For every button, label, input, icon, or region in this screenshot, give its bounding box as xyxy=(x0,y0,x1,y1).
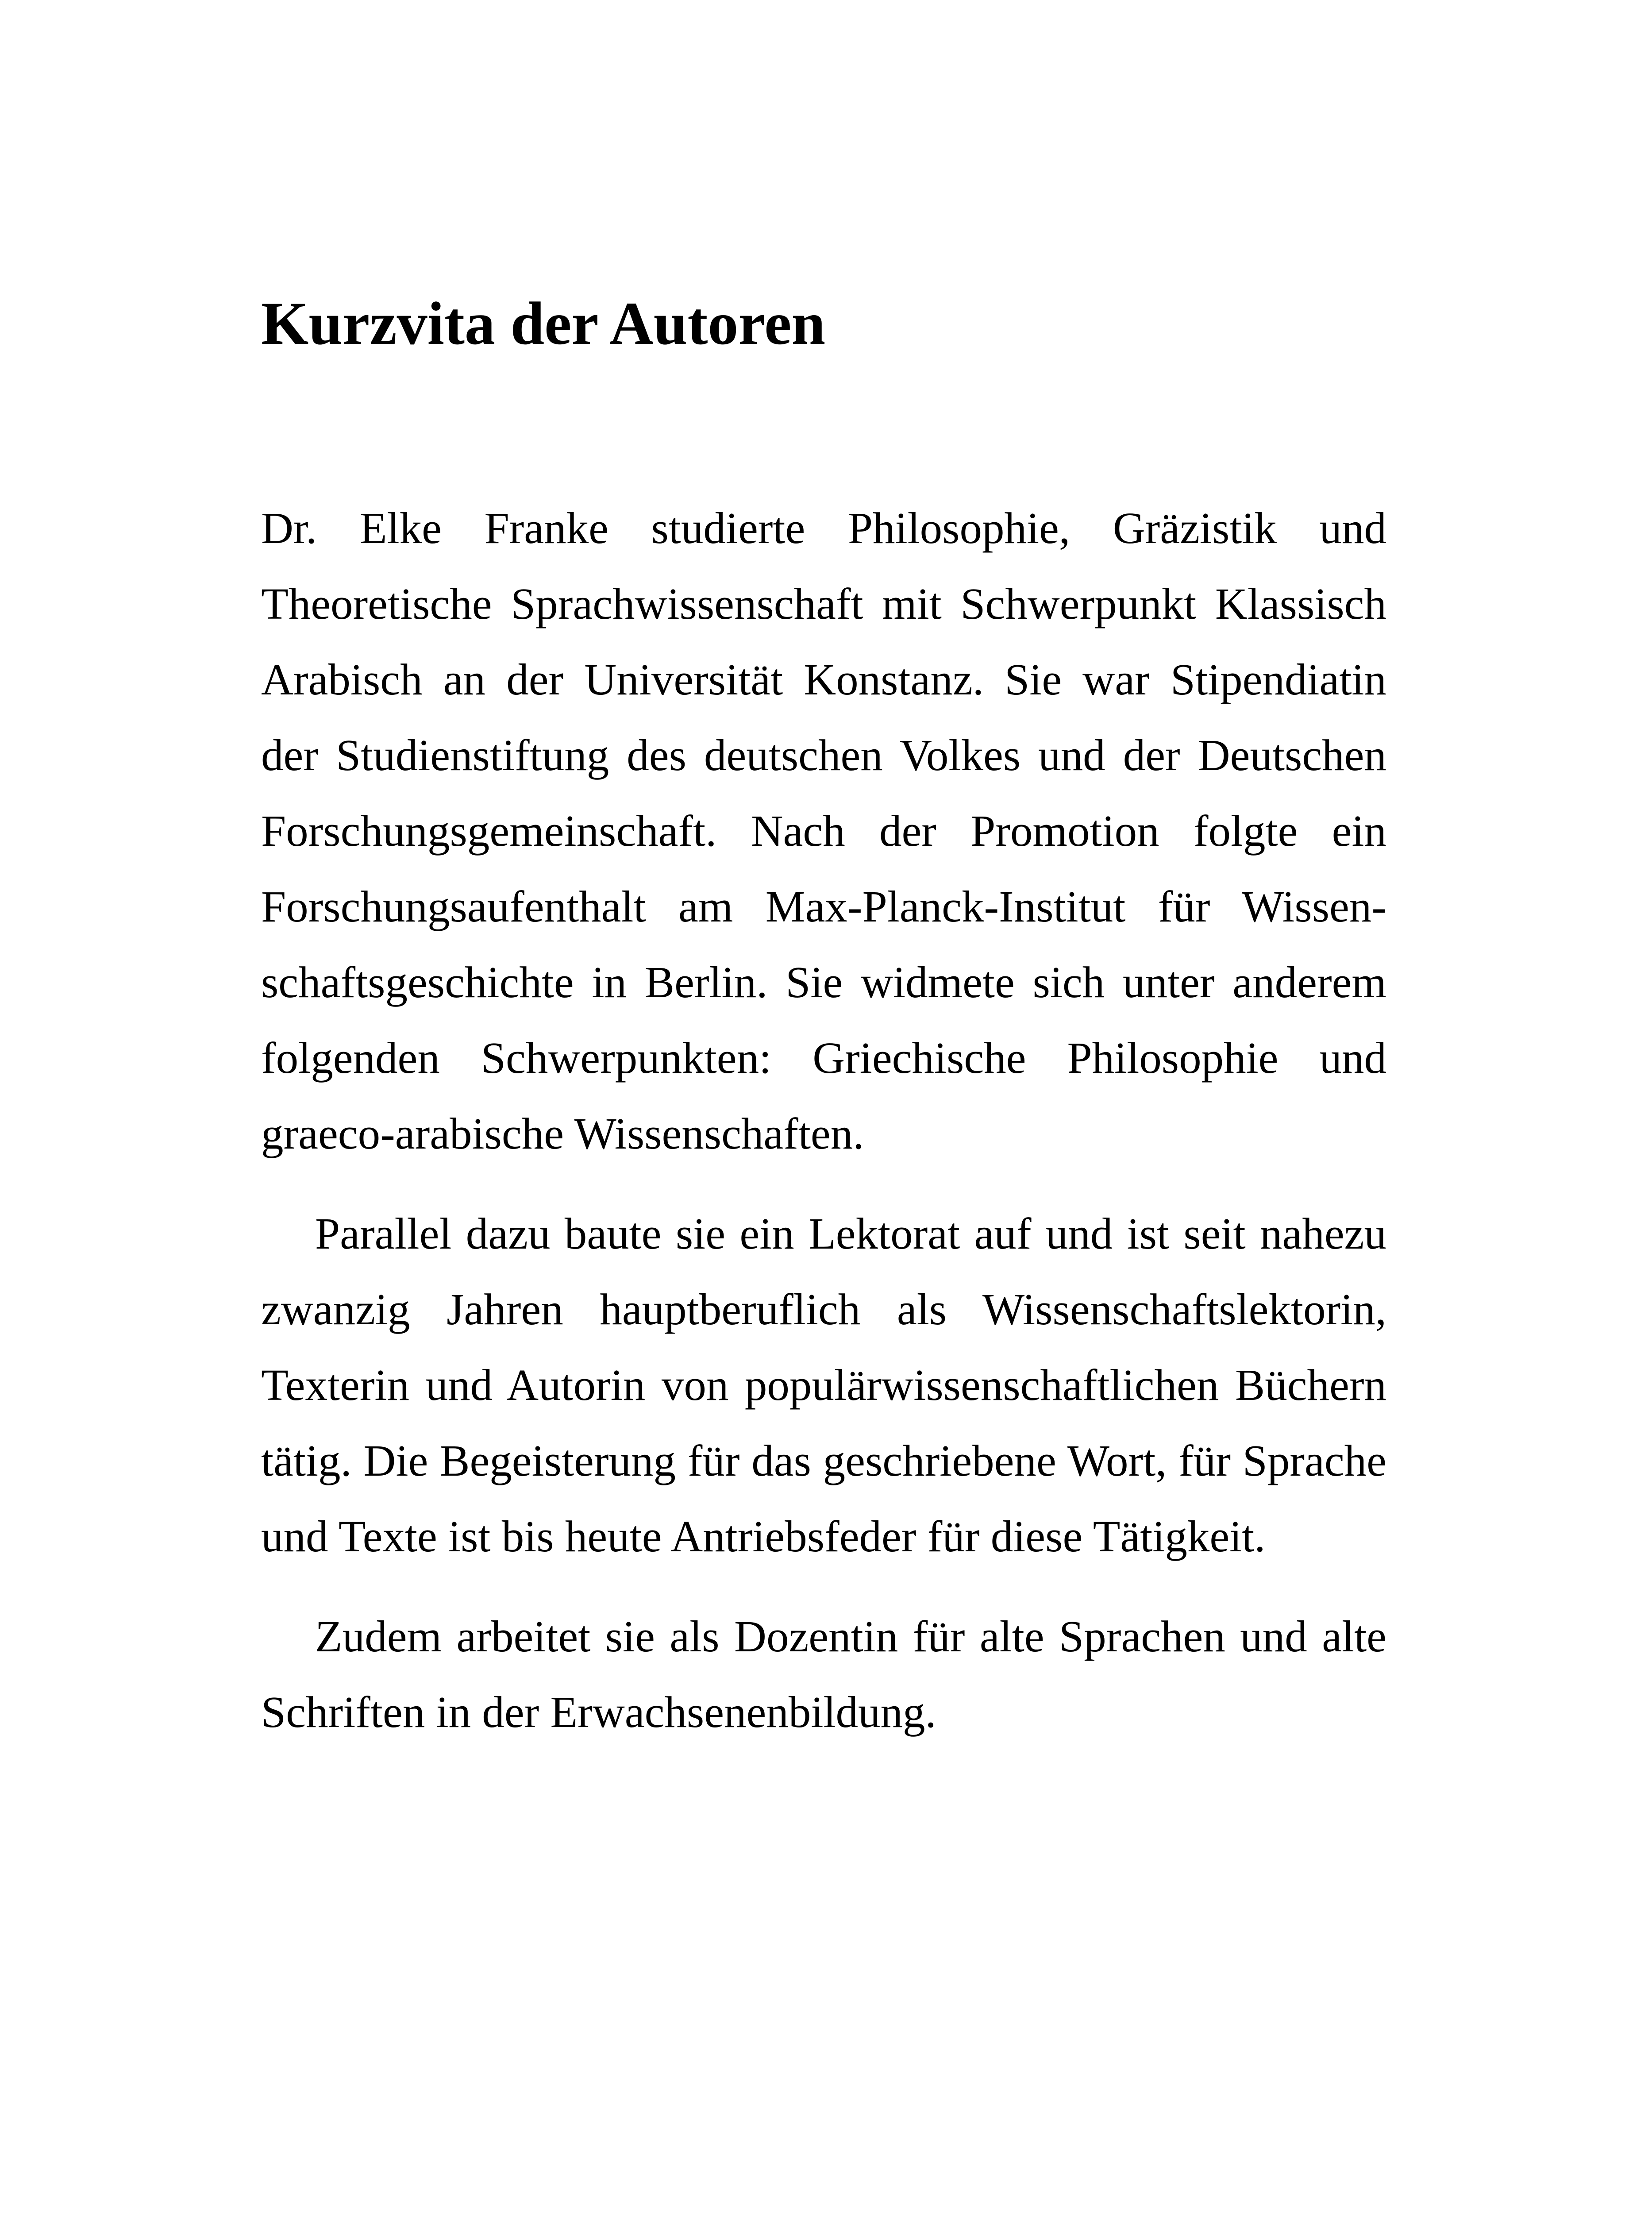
page-title: Kurzvita der Autoren xyxy=(261,289,826,357)
biography-text xyxy=(261,490,1386,1750)
biography-paragraph-2: Parallel dazu baute sie ein Lektorat auf und ist seit nahezu zwanzig Jahren hauptberuflich als Wissenschaftslektorin, Texterin und Autorin von populärwissenschaftlichen Büchern tätig. Die Begeisterung für das geschriebene Wort, für Sprache und Texte ist bis heute Antriebsfeder für diese Tätigkeit. xyxy=(261,1209,1386,1561)
biography-paragraph-1: Dr. Elke Franke studierte Philosophie, Gräzistik und Theoretische Sprachwissenschaft mit Schwerpunkt Klassisch Arabisch an der Universität Konstanz. Sie war Stipendiatin der Studienstiftung des deutschen Volkes und der Deutschen Forschungsgemeinschaft. Nach der Promotion folgte ein Forschungsaufenthalt am Max-Planck-Institut für Wissenschaftsgeschichte in Berlin. Sie widmete sich unter anderem folgenden Schwerpunkten: Griechische Philosophie und graeco-arabische Wissenschaften. xyxy=(261,503,1386,1158)
biography-paragraph-3: Zudem arbeitet sie als Dozentin für alte Sprachen und alte Schriften in der Erwachsenenbildung. xyxy=(261,1612,1386,1737)
